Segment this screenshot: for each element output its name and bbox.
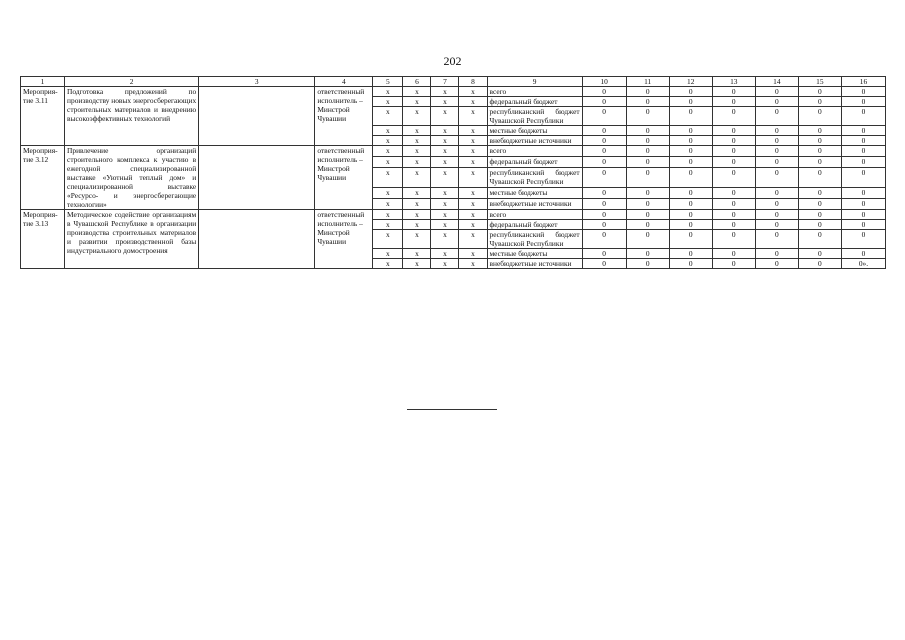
mark-cell: х <box>459 97 487 107</box>
value-cell: 0 <box>669 199 712 210</box>
mark-cell: х <box>431 156 459 167</box>
value-cell: 0 <box>712 188 755 199</box>
value-cell: 0 <box>798 136 841 146</box>
column-number-cell: 13 <box>712 77 755 87</box>
table-row <box>21 146 886 157</box>
column-number-cell: 9 <box>487 77 582 87</box>
value-cell: 0 <box>798 97 841 107</box>
mark-cell: х <box>373 156 403 167</box>
value-cell: 0 <box>755 220 798 230</box>
event-cell: Мероприя-тие 3.13 <box>21 210 65 269</box>
funding-source-cell: республиканский бюджет Чувашской Республики <box>487 107 582 126</box>
value-cell: 0 <box>582 167 626 188</box>
value-cell: 0 <box>669 230 712 249</box>
mark-cell: х <box>431 199 459 210</box>
value-cell: 0 <box>582 259 626 269</box>
value-cell: 0 <box>626 199 669 210</box>
funding-source-cell: республиканский бюджет Чувашской Республики <box>487 167 582 188</box>
mark-cell: х <box>403 259 431 269</box>
column-number-cell: 5 <box>373 77 403 87</box>
mark-cell: х <box>403 188 431 199</box>
mark-cell: х <box>373 107 403 126</box>
mark-cell: х <box>403 136 431 146</box>
value-cell: 0 <box>841 107 885 126</box>
value-cell: 0 <box>582 230 626 249</box>
bottom-rule <box>407 409 497 410</box>
mark-cell: х <box>373 97 403 107</box>
column-number-cell: 8 <box>459 77 487 87</box>
value-cell: 0 <box>841 167 885 188</box>
value-cell: 0 <box>798 126 841 136</box>
value-cell: 0 <box>669 210 712 220</box>
value-cell: 0 <box>755 210 798 220</box>
value-cell: 0 <box>712 199 755 210</box>
value-cell: 0 <box>798 87 841 97</box>
mark-cell: х <box>403 210 431 220</box>
empty-cell <box>199 210 315 269</box>
value-cell: 0 <box>712 97 755 107</box>
description-cell: Методическое содействие организациям в Чувашской Республике в организации производства строительных материалов и развитии производственной базы индустриального домостроения <box>65 210 199 269</box>
value-cell: 0 <box>755 87 798 97</box>
column-number-cell: 10 <box>582 77 626 87</box>
value-cell: 0 <box>841 249 885 259</box>
mark-cell: х <box>431 126 459 136</box>
mark-cell: х <box>431 188 459 199</box>
value-cell: 0 <box>582 126 626 136</box>
value-cell: 0 <box>626 230 669 249</box>
value-cell: 0 <box>755 146 798 157</box>
mark-cell: х <box>431 230 459 249</box>
mark-cell: х <box>459 220 487 230</box>
value-cell: 0 <box>798 188 841 199</box>
mark-cell: х <box>403 220 431 230</box>
value-cell: 0 <box>582 107 626 126</box>
mark-cell: х <box>403 167 431 188</box>
value-cell: 0 <box>841 188 885 199</box>
value-cell: 0 <box>626 167 669 188</box>
funding-source-cell: местные бюджеты <box>487 249 582 259</box>
funding-source-cell: всего <box>487 146 582 157</box>
value-cell: 0 <box>798 167 841 188</box>
column-number-cell: 16 <box>841 77 885 87</box>
value-cell: 0 <box>669 188 712 199</box>
value-cell: 0 <box>712 87 755 97</box>
mark-cell: х <box>459 249 487 259</box>
value-cell: 0 <box>669 126 712 136</box>
column-number-cell: 1 <box>21 77 65 87</box>
value-cell: 0 <box>582 210 626 220</box>
value-cell: 0 <box>669 97 712 107</box>
value-cell: 0 <box>755 107 798 126</box>
value-cell: 0 <box>712 167 755 188</box>
value-cell: 0 <box>626 136 669 146</box>
value-cell: 0 <box>712 230 755 249</box>
value-cell: 0 <box>669 167 712 188</box>
value-cell: 0 <box>798 220 841 230</box>
mark-cell: х <box>459 188 487 199</box>
mark-cell: х <box>403 156 431 167</box>
value-cell: 0 <box>712 156 755 167</box>
mark-cell: х <box>373 136 403 146</box>
mark-cell: х <box>459 156 487 167</box>
mark-cell: х <box>403 249 431 259</box>
value-cell: 0 <box>755 259 798 269</box>
mark-cell: х <box>459 259 487 269</box>
mark-cell: х <box>403 107 431 126</box>
executor-cell: ответственный исполнитель – Минстрой Чувашии <box>315 210 373 269</box>
mark-cell: х <box>373 199 403 210</box>
value-cell: 0 <box>798 199 841 210</box>
value-cell: 0 <box>582 188 626 199</box>
page-number: 202 <box>443 54 462 68</box>
value-cell: 0 <box>626 156 669 167</box>
mark-cell: х <box>459 199 487 210</box>
value-cell: 0 <box>841 126 885 136</box>
value-cell: 0 <box>798 156 841 167</box>
value-cell: 0 <box>626 259 669 269</box>
mark-cell: х <box>431 136 459 146</box>
mark-cell: х <box>431 220 459 230</box>
value-cell: 0 <box>582 97 626 107</box>
mark-cell: х <box>431 259 459 269</box>
value-cell: 0 <box>669 107 712 126</box>
value-cell: 0 <box>712 107 755 126</box>
mark-cell: х <box>373 220 403 230</box>
description-cell: Привлечение организаций строительного комплекса к участию в ежегодной специализированной выставке «Уютный теплый дом» и специализированной выставке «Ресурсо- и энергосберегающие технологии» <box>65 146 199 210</box>
value-cell: 0 <box>626 146 669 157</box>
value-cell: 0 <box>841 199 885 210</box>
value-cell: 0 <box>798 210 841 220</box>
mark-cell: х <box>431 107 459 126</box>
mark-cell: х <box>403 230 431 249</box>
value-cell: 0 <box>755 167 798 188</box>
mark-cell: х <box>373 146 403 157</box>
value-cell: 0 <box>626 220 669 230</box>
value-cell: 0 <box>582 87 626 97</box>
funding-source-cell: внебюджетные источники <box>487 136 582 146</box>
value-cell: 0 <box>669 259 712 269</box>
value-cell: 0 <box>798 107 841 126</box>
column-number-cell: 2 <box>65 77 199 87</box>
mark-cell: х <box>403 146 431 157</box>
mark-cell: х <box>459 230 487 249</box>
value-cell: 0 <box>669 156 712 167</box>
value-cell: 0 <box>841 220 885 230</box>
value-cell: 0 <box>841 97 885 107</box>
value-cell: 0 <box>669 146 712 157</box>
funding-source-cell: федеральный бюджет <box>487 220 582 230</box>
funding-source-cell: республиканский бюджет Чувашской Республики <box>487 230 582 249</box>
mark-cell: х <box>431 210 459 220</box>
mark-cell: х <box>373 210 403 220</box>
value-cell: 0 <box>841 136 885 146</box>
value-cell: 0 <box>626 97 669 107</box>
value-cell: 0 <box>755 199 798 210</box>
funding-source-cell: внебюджетные источники <box>487 199 582 210</box>
mark-cell: х <box>373 188 403 199</box>
value-cell: 0 <box>626 126 669 136</box>
value-cell: 0 <box>755 97 798 107</box>
value-cell: 0 <box>841 210 885 220</box>
funding-source-cell: местные бюджеты <box>487 188 582 199</box>
mark-cell: х <box>459 126 487 136</box>
mark-cell: х <box>403 87 431 97</box>
value-cell: 0 <box>669 87 712 97</box>
column-number-cell: 3 <box>199 77 315 87</box>
value-cell: 0 <box>755 156 798 167</box>
value-cell: 0 <box>582 249 626 259</box>
table-body <box>21 77 886 269</box>
mark-cell: х <box>403 126 431 136</box>
value-cell: 0 <box>582 199 626 210</box>
funding-source-cell: федеральный бюджет <box>487 156 582 167</box>
funding-source-cell: всего <box>487 87 582 97</box>
header-row <box>21 77 886 87</box>
value-cell: 0 <box>582 146 626 157</box>
executor-cell: ответственный исполнитель – Минстрой Чувашии <box>315 146 373 210</box>
column-number-cell: 7 <box>431 77 459 87</box>
value-cell: 0 <box>626 107 669 126</box>
value-cell: 0 <box>669 249 712 259</box>
funding-source-cell: федеральный бюджет <box>487 97 582 107</box>
mark-cell: х <box>373 87 403 97</box>
table-row <box>21 210 886 220</box>
empty-cell <box>199 146 315 210</box>
value-cell: 0 <box>669 136 712 146</box>
mark-cell: х <box>431 97 459 107</box>
description-cell: Подготовка предложений по производству новых энергосберегающих строительных материалов и внедрению высокоэффективных технологий <box>65 87 199 146</box>
funding-source-cell: внебюджетные источники <box>487 259 582 269</box>
column-number-cell: 12 <box>669 77 712 87</box>
mark-cell: х <box>403 97 431 107</box>
value-cell: 0 <box>712 146 755 157</box>
value-cell: 0 <box>841 146 885 157</box>
mark-cell: х <box>373 249 403 259</box>
value-cell: 0 <box>755 126 798 136</box>
program-table <box>20 76 886 269</box>
value-cell: 0 <box>755 188 798 199</box>
value-cell: 0». <box>841 259 885 269</box>
value-cell: 0 <box>755 249 798 259</box>
mark-cell: х <box>403 199 431 210</box>
value-cell: 0 <box>626 210 669 220</box>
value-cell: 0 <box>755 230 798 249</box>
value-cell: 0 <box>841 230 885 249</box>
mark-cell: х <box>373 126 403 136</box>
value-cell: 0 <box>626 249 669 259</box>
value-cell: 0 <box>582 136 626 146</box>
value-cell: 0 <box>626 87 669 97</box>
value-cell: 0 <box>798 146 841 157</box>
mark-cell: х <box>459 107 487 126</box>
value-cell: 0 <box>755 136 798 146</box>
value-cell: 0 <box>669 220 712 230</box>
mark-cell: х <box>459 210 487 220</box>
column-number-cell: 15 <box>798 77 841 87</box>
value-cell: 0 <box>798 259 841 269</box>
event-cell: Мероприя-тие 3.11 <box>21 87 65 146</box>
mark-cell: х <box>431 146 459 157</box>
column-number-cell: 14 <box>755 77 798 87</box>
empty-cell <box>199 87 315 146</box>
table-row <box>21 87 886 97</box>
value-cell: 0 <box>626 188 669 199</box>
value-cell: 0 <box>712 126 755 136</box>
funding-source-cell: местные бюджеты <box>487 126 582 136</box>
value-cell: 0 <box>712 136 755 146</box>
column-number-cell: 11 <box>626 77 669 87</box>
value-cell: 0 <box>841 156 885 167</box>
value-cell: 0 <box>582 156 626 167</box>
value-cell: 0 <box>712 220 755 230</box>
value-cell: 0 <box>798 249 841 259</box>
mark-cell: х <box>459 87 487 97</box>
value-cell: 0 <box>798 230 841 249</box>
value-cell: 0 <box>582 220 626 230</box>
mark-cell: х <box>373 167 403 188</box>
value-cell: 0 <box>712 210 755 220</box>
column-number-cell: 6 <box>403 77 431 87</box>
mark-cell: х <box>459 136 487 146</box>
value-cell: 0 <box>712 249 755 259</box>
mark-cell: х <box>431 87 459 97</box>
executor-cell: ответственный исполнитель – Минстрой Чувашии <box>315 87 373 146</box>
mark-cell: х <box>431 167 459 188</box>
mark-cell: х <box>459 146 487 157</box>
value-cell: 0 <box>841 87 885 97</box>
mark-cell: х <box>459 167 487 188</box>
event-cell: Мероприя-тие 3.12 <box>21 146 65 210</box>
mark-cell: х <box>373 259 403 269</box>
mark-cell: х <box>431 249 459 259</box>
value-cell: 0 <box>712 259 755 269</box>
funding-source-cell: всего <box>487 210 582 220</box>
mark-cell: х <box>373 230 403 249</box>
column-number-cell: 4 <box>315 77 373 87</box>
